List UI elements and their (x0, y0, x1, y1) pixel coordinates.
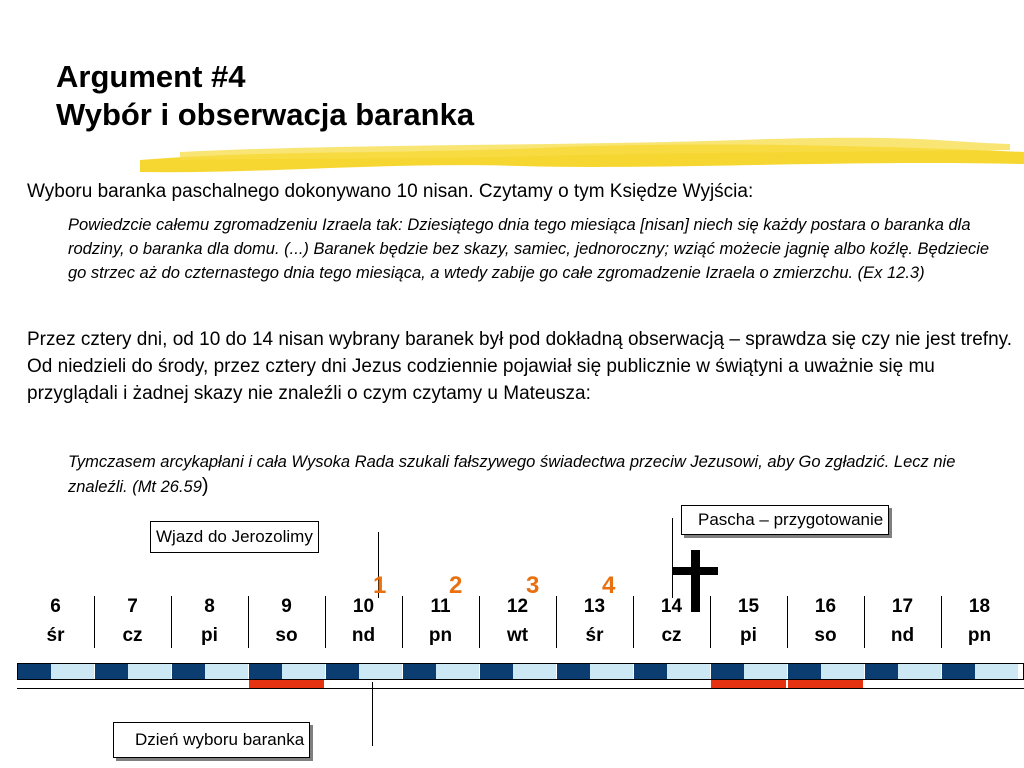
selection-callout (113, 722, 310, 758)
column-separator (556, 596, 557, 648)
day-weekday: śr (585, 625, 604, 646)
day-weekday: so (814, 625, 837, 646)
day-cell (667, 664, 710, 679)
observation-paragraph: Przez cztery dni, od 10 do 14 nisan wybrany baranek był pod dokładną obserwacją – sprawdza się czy nie jest trefny. Od niedzieli do środy, przez cztery dni Jezus codziennie pojawiał się publicznie w świątyni a uważnie się mu przyglądali i żadnej skazy nie znaleźli o czym czytamy u Mateusza: (27, 329, 1013, 404)
slide-title (56, 58, 474, 134)
matthew-quote (68, 450, 1003, 499)
day-weekday: pn (967, 625, 992, 646)
night-cell (711, 664, 744, 679)
day-column-10 (325, 592, 402, 654)
day-weekday: cz (122, 625, 143, 646)
day-cell (282, 664, 325, 679)
day-column-7 (94, 592, 171, 654)
day-number: 10 (352, 596, 375, 617)
day-weekday: nd (351, 625, 376, 646)
night-cell (788, 664, 821, 679)
matthew-quote-close: ) (201, 475, 209, 497)
day-number: 18 (968, 596, 991, 617)
day-number: 13 (583, 596, 606, 617)
night-cell (95, 664, 128, 679)
day-number: 9 (281, 596, 292, 617)
exodus-quote: Powiedzcie całemu zgromadzeniu Izraela tak: Dziesiątego dnia tego miesiąca [nisan] niech się każdy postara o baranka dla rodziny, o baranka dla domu. (...) Baranek będzie bez skazy, samiec, jednoroczny; wziąć możecie jagnię albo koźlę. Będziecie go strzec aż do czternastego dnia tego miesiąca, a wtedy zabije go całe zgromadzenie Izraela o zmierzchu. (Ex 12.3) (68, 216, 990, 282)
day-cell (975, 664, 1018, 679)
column-separator (941, 596, 942, 648)
day-column-13 (556, 592, 633, 654)
day-cell (436, 664, 479, 679)
column-separator (94, 596, 95, 648)
column-separator (479, 596, 480, 648)
sabbath-mark (249, 680, 324, 688)
day-number: 6 (50, 596, 61, 617)
day-number: 17 (891, 596, 914, 617)
day-column-8 (171, 592, 248, 654)
night-cell (942, 664, 975, 679)
day-number: 8 (204, 596, 215, 617)
column-separator (864, 596, 865, 648)
day-cell (898, 664, 941, 679)
day-cell (359, 664, 402, 679)
matthew-quote-text: Tymczasem arcykapłani i cała Wysoka Rada szukali fałszywego świadectwa przeciw Jezusowi, aby Go zgładzić. Lecz nie znaleźli. (Mt 26.59 (68, 453, 956, 496)
day-weekday: cz (661, 625, 682, 646)
selection-callout-label: Dzień wyboru baranka (135, 730, 305, 749)
intro-paragraph: Wyboru baranka paschalnego dokonywano 10 nisan. Czytamy o tym Księdze Wyjścia: (27, 181, 754, 202)
night-cell (865, 664, 898, 679)
column-separator (710, 596, 711, 648)
title-line-2: Wybór i obserwacja baranka (56, 97, 475, 132)
day-weekday: wt (506, 625, 529, 646)
day-column-9 (248, 592, 325, 654)
highlighter-stroke (140, 130, 1024, 178)
day-cell (513, 664, 556, 679)
day-weekday: pi (740, 625, 757, 646)
sabbath-mark (788, 680, 863, 688)
night-cell (249, 664, 282, 679)
passover-callout-label: Pascha – przygotowanie (698, 510, 884, 529)
night-cell (172, 664, 205, 679)
day-number: 14 (660, 596, 683, 617)
day-number: 15 (737, 596, 760, 617)
night-cell (634, 664, 667, 679)
night-cell (557, 664, 590, 679)
day-weekday: nd (890, 625, 915, 646)
day-column-14 (633, 592, 710, 654)
day-weekday: śr (46, 625, 65, 646)
day-column-18 (941, 592, 1018, 654)
observation-number-3: 3 (526, 572, 540, 599)
day-cell (821, 664, 864, 679)
day-column-16 (787, 592, 864, 654)
day-cell (51, 664, 94, 679)
day-weekday: so (275, 625, 298, 646)
day-column-6 (17, 592, 94, 654)
day-column-17 (864, 592, 941, 654)
column-separator (402, 596, 403, 648)
entry-callout (150, 521, 319, 553)
observation-number-2: 2 (449, 572, 463, 599)
observation-number-4: 4 (602, 572, 616, 599)
night-cell (326, 664, 359, 679)
day-number: 11 (430, 596, 451, 617)
day-column-11 (402, 592, 479, 654)
day-weekday: pn (428, 625, 453, 646)
day-cell (590, 664, 633, 679)
day-cell (128, 664, 171, 679)
column-separator (325, 596, 326, 648)
column-separator (248, 596, 249, 648)
title-line-1: Argument #4 (56, 59, 246, 94)
column-separator (171, 596, 172, 648)
column-separator (787, 596, 788, 648)
day-cell (744, 664, 787, 679)
column-separator (633, 596, 634, 648)
entry-callout-label: Wjazd do Jerozolimy (156, 527, 313, 546)
day-number: 16 (814, 596, 837, 617)
day-number: 12 (506, 596, 529, 617)
day-number: 7 (127, 596, 138, 617)
timeline-baseline (17, 688, 1024, 689)
night-cell (18, 664, 51, 679)
day-cell (205, 664, 248, 679)
passover-callout (681, 505, 889, 535)
nisan-timeline (17, 592, 1024, 692)
day-weekday: pi (201, 625, 218, 646)
night-cell (403, 664, 436, 679)
day-column-15 (710, 592, 787, 654)
sabbath-mark (711, 680, 786, 688)
night-cell (480, 664, 513, 679)
day-column-12 (479, 592, 556, 654)
observation-number-1: 1 (373, 572, 387, 599)
